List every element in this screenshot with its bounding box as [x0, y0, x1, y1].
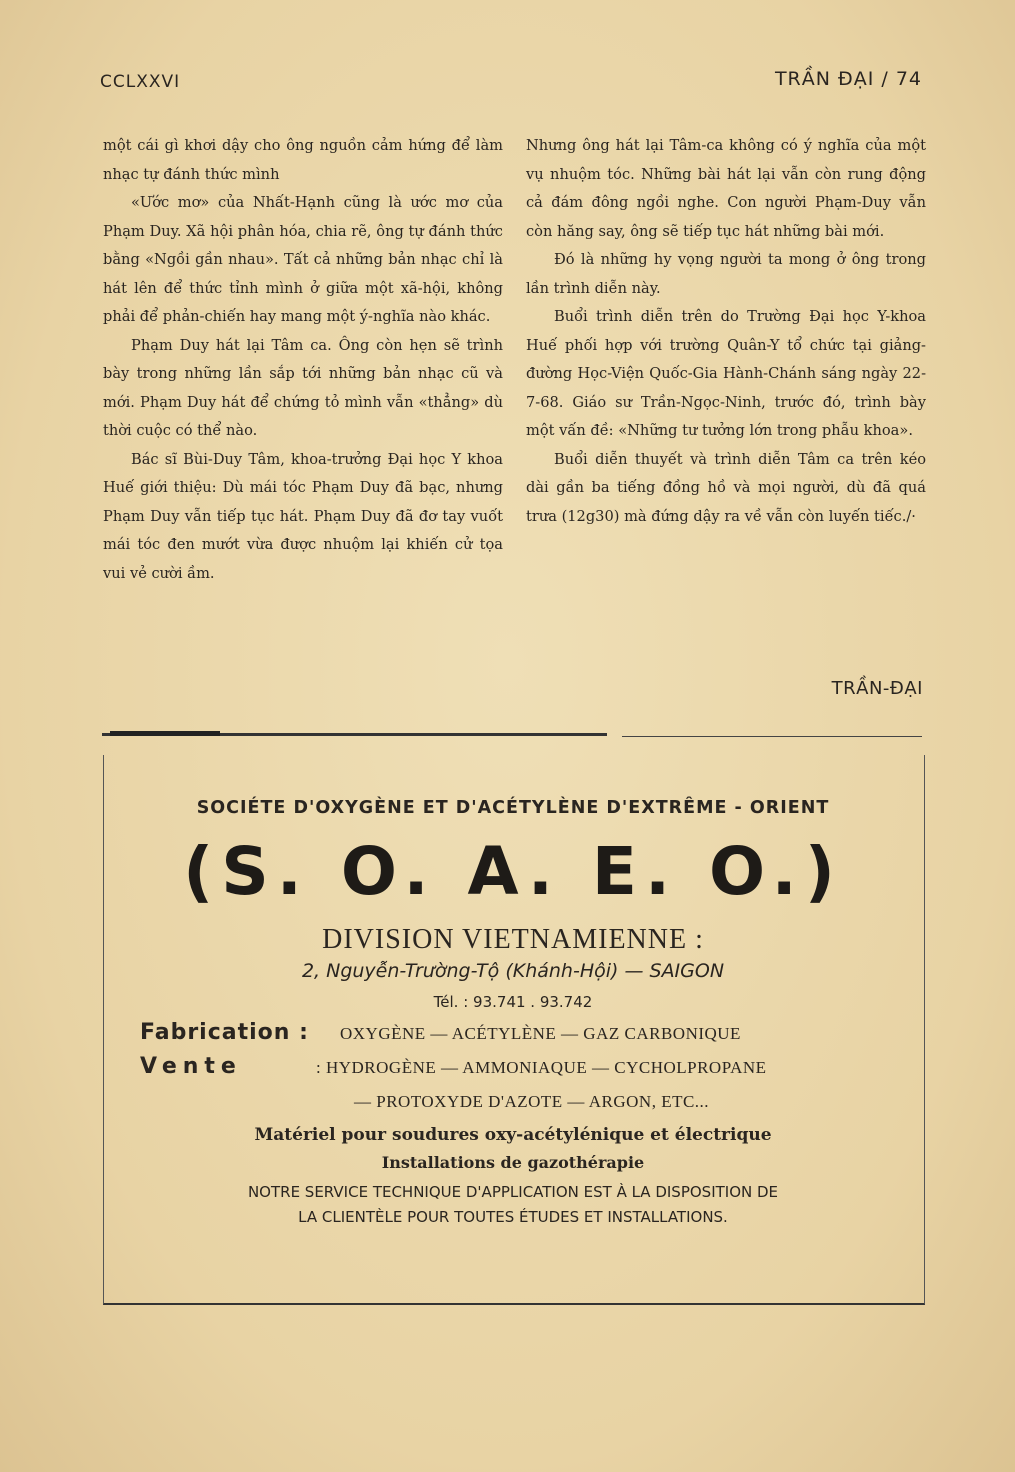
divider-right	[622, 736, 922, 737]
service-line-1: NOTRE SERVICE TECHNIQUE D'APPLICATION EST À LA DISPOSITION DE	[247, 1183, 779, 1201]
ad-service-notice	[103, 1180, 923, 1230]
paragraph: một cái gì khơi dậy cho ông nguồn cảm hứng để làm nhạc tự đánh thức mình	[103, 137, 503, 183]
vente-products-continued: — PROTOXYDE D'AZOTE — ARGON, ETC...	[354, 1092, 710, 1111]
ad-address: 2, Nguyễn-Trường-Tộ (Khánh-Hội) — SAIGON	[301, 960, 725, 982]
fabrication-label: Fabrication :	[140, 1020, 309, 1045]
paragraph: Nhưng ông hát lại Tâm-ca không có ý nghĩa của một vụ nhuộm tóc. Những bài hát lại vẫn còn rung động cả đám đông ngồi nghe. Con người Phạm-Duy vẫn còn hăng say, ông sẽ tiếp tục hát những bài mới.	[526, 137, 926, 240]
ad-materiel: Matériel pour soudures oxy-acétylénique et électrique	[254, 1125, 772, 1145]
author-page-number: TRẦN ĐẠI / 74	[774, 68, 922, 90]
paragraph: «Ước mơ» của Nhất-Hạnh cũng là ước mơ của Phạm Duy. Xã hội phân hóa, chia rẽ, ông tự đánh thức bằng «Ngồi gần nhau». Tất cả những bản nhạc chỉ là hát lên để thức tỉnh mình ở giữa một xã-hội, không phải để phản-chiến hay mang một ý-nghĩa nào khác.	[103, 194, 503, 325]
vente-products: : HYDROGÈNE — AMMONIAQUE — CYCHOLPROPANE	[316, 1058, 767, 1077]
article-right-column	[526, 132, 926, 531]
author-signature: TRẦN-ĐẠI	[831, 678, 923, 699]
ad-company-name: SOCIÉTE D'OXYGÈNE ET D'ACÉTYLÈNE D'EXTRÊME - ORIENT	[196, 798, 830, 818]
ad-telephone: Tél. : 93.741 . 93.742	[433, 993, 593, 1011]
paragraph: Phạm Duy hát lại Tâm ca. Ông còn hẹn sẽ trình bày trong những lần sắp tới những bản nhạc cũ và mới. Phạm Duy hát để chứng tỏ mình vẫn «thẳng» dù thời cuộc có thể nào.	[103, 336, 503, 439]
ad-installations: Installations de gazothérapie	[381, 1153, 645, 1172]
vente-label: Vente	[140, 1054, 242, 1079]
paragraph: Đó là những hy vọng người ta mong ở ông trong lần trình diễn này.	[526, 251, 926, 297]
ad-acronym: (S. O. A. E. O.)	[183, 833, 843, 910]
paragraph: Buổi diễn thuyết và trình diễn Tâm ca trên kéo dài gần ba tiếng đồng hồ và mọi người, dù đã quá trưa (12g30) mà đứng dậy ra về vẫn còn luyến tiếc./·	[526, 450, 926, 525]
page-roman-numeral: CCLXXVI	[100, 72, 181, 92]
running-head	[100, 68, 922, 98]
article-left-column	[103, 132, 503, 588]
service-line-2: LA CLIENTÈLE POUR TOUTES ÉTUDES ET INSTALLATIONS.	[298, 1208, 728, 1226]
paragraph: Buổi trình diễn trên do Trường Đại học Y-khoa Huế phối hợp với trường Quân-Y tổ chức tại giảng-đường Học-Viện Quốc-Gia Hành-Chánh sáng ngày 22-7-68. Giáo sư Trần-Ngọc-Ninh, trước đó, trình bày một vấn đề: «Những tư tưởng lớn trong phẫu khoa».	[526, 308, 926, 439]
fabrication-products: OXYGÈNE — ACÉTYLÈNE — GAZ CARBONIQUE	[340, 1024, 741, 1043]
paragraph: Bác sĩ Bùi-Duy Tâm, khoa-trưởng Đại học Y khoa Huế giới thiệu: Dù mái tóc Phạm Duy đã bạc, nhưng Phạm Duy vẫn tiếp tục hát. Phạm Duy đã đơ tay vuốt mái tóc đen mướt vừa được nhuộm lại khiến cử tọa vui vẻ cười ầm.	[103, 450, 503, 582]
divider	[102, 733, 922, 737]
divider-left	[102, 733, 607, 736]
ad-division: DIVISION VIETNAMIENNE :	[322, 924, 704, 955]
